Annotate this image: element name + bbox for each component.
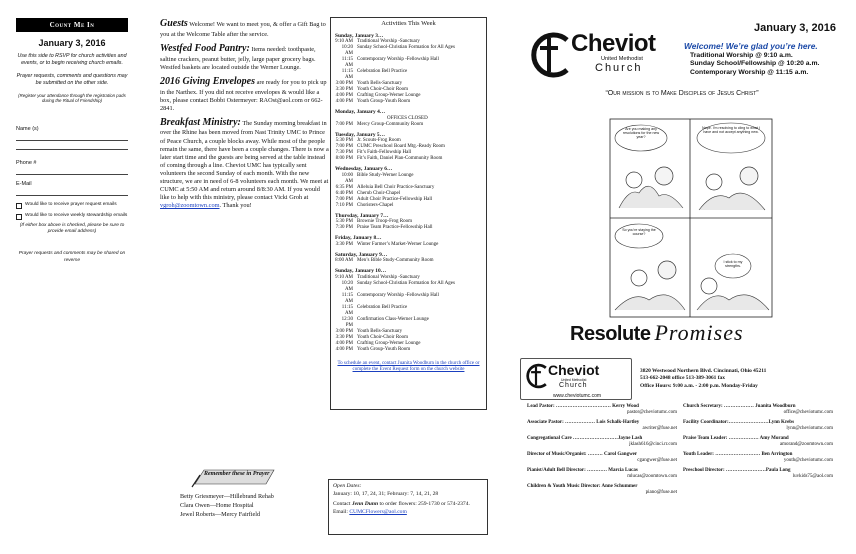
worship-time: Contemporary Worship @ 11:15 a.m. [690,68,809,76]
contact-mid: to order flowers: 259-1730 or 574-2374. Email: [333,501,470,515]
staff-role-name: Lead Pastor: …………………………… Kerry Wood [527,404,639,409]
schedule-event-link[interactable]: To schedule an event, contact Juanita Woodburn in the church office or complete the Event Request form on the church website [337,360,480,372]
activity-time: 10:20 AM [341,280,353,292]
staff-entry [683,420,839,432]
comic-strip [609,118,773,318]
staff-email[interactable]: pastor@cheviotumc.com [626,410,677,415]
activity-day-heading: Wednesday, January 6… [335,166,393,173]
mission-statement: “Our mission is to Make Disciples of Jesus Christ” [605,90,759,97]
activity-name: Celebration Bell Practice [357,304,408,310]
activity-time: 5:30 PM [335,219,353,225]
contact-church-name: Cheviot [548,362,600,378]
activity-time: 4:00 PM [335,346,353,352]
activity-time: 6:40 PM [335,190,353,196]
staff-role-name: Children & Youth Music Director: Anne Schummer [527,484,638,489]
activity-time: 6:35 PM [335,184,353,190]
name-label: Name (s) [16,126,39,132]
email-line[interactable] [16,187,128,196]
pantry-section [160,43,330,72]
address: 3820 Westwood Northern Blvd. Cincinnati, Ohio 45211 [640,368,767,374]
activity-name: Youth Choir-Choir Room [357,87,409,93]
prayer-email-label: Would like to receive prayer request emails [25,202,117,207]
prayer-list-item: Jewel Roberts—Mercy Fairfield [180,510,261,518]
activity-time: 7:00 PM [335,144,353,150]
staff-role-name: Director of Music/Organist: ……… Carol Gangwer [527,452,638,457]
activity-name: OFFICES CLOSED [387,115,428,121]
activity-time: 3:30 PM [335,87,353,93]
staff-directory [527,404,839,500]
prayer-list [180,493,320,520]
contact-name: Jenn Dunn [351,501,379,508]
activity-time: 3:30 PM [335,334,353,340]
staff-entry [683,484,839,496]
sermon-title [570,320,840,350]
contact-header [520,358,842,402]
email-label: E-Mail [16,181,32,187]
checkbox-icon[interactable] [16,214,22,220]
church-name: Cheviot [571,30,656,57]
comic-bubble-3: So you’re staying the course? [622,228,656,237]
staff-entry [527,404,683,416]
register-note: (Register your attendance through the registration pads during the Ritual of Friendship) [18,92,126,104]
staff-role-name: Pianist/Adult Bell Director: ………… Marcia Lucas [527,468,638,473]
activity-name: Youth Group-Youth Room [357,346,411,352]
activity-name: Alleluia Bell Choir Practice-Sanctuary [357,184,435,190]
activity-event [335,156,482,162]
activity-event [335,225,482,231]
staff-entry [683,436,839,448]
activity-time: 4:00 PM [335,340,353,346]
activity-name: Praise Team Practice-Fellowship Hall [357,225,433,231]
activity-day-heading: Sunday, January 10… [335,268,387,275]
worship-time: Traditional Worship @ 9:10 a.m. [690,52,793,59]
stewardship-email-label: Would like to receive weekly stewardship emails [25,213,128,218]
staff-entry [527,420,683,432]
activity-name: Contemporary Worship -Fellowship Hall [357,292,439,298]
contact-church-sub1: United Methodist [561,378,587,382]
activity-time: 7:30 PM [335,225,353,231]
flowers-email-link[interactable]: CUMCFlowers@aol.com [349,508,407,515]
prayer-list-item: Betty Griesmeyer—Hillebrand Rehab [180,493,274,500]
pantry-text: Items needed: toothpaste, saltine crackers, peanut butter, jelly, large paper grocery bags. Westfed baskets are located outside the Werner Lounge. [160,45,316,71]
name-line-1[interactable] [16,132,128,141]
activity-time: 10:20 AM [341,45,353,57]
activity-time: 4:00 PM [335,99,353,105]
cross-flame-icon [527,32,571,78]
activity-time: 11:15 AM [341,304,353,316]
staff-row [527,436,839,448]
giving-heading: 2016 Giving Envelopes [160,75,255,87]
contact-info [640,368,766,390]
activity-time: 5:30 PM [335,138,353,144]
activity-event [335,173,482,185]
activity-name: Confirmation Class-Werner Lounge [357,316,429,322]
activity-time: 9:10 AM [335,274,353,280]
activities-title: Activities This Week [381,20,436,27]
activity-time: 7:00 PM [335,196,353,202]
breakfast-section [160,117,330,210]
activity-day-heading: Monday, January 4… [335,109,386,116]
staff-entry [527,468,683,480]
giving-section [160,76,330,113]
activity-name: Jr. Scouts-Frog Room [357,138,401,144]
activity-time: 11:15 AM [341,292,353,304]
activity-time: 7:10 PM [335,202,353,208]
office-hours: Office Hours: 9:00 a.m. - 2:00 p.m. Monday-Friday [640,382,758,389]
staff-entry [683,452,839,464]
staff-email[interactable]: office@cheviotumc.com [783,410,833,415]
activity-name: Youth Choir-Choir Room [357,334,409,340]
activity-time: 8:00 PM [335,156,353,162]
activity-event [335,99,482,105]
open-dates-list: January: 10, 17, 24, 31; February: 7, 14, 21, 28 [333,490,439,497]
activity-time: 11:15 AM [341,57,353,69]
worship-times [690,52,850,77]
activity-name: Sunday School-Christian Formation for All Ages [357,280,455,286]
activity-event [335,122,482,128]
stewardship-email-check[interactable] [16,213,128,220]
staff-email[interactable]: awriter@fuse.net [642,426,677,431]
church-sub2: Church [595,62,643,74]
church-sub1: United Methodist [601,56,643,62]
shared-note: Prayer requests and comments may be shared on reverse [18,251,126,263]
staff-row [527,420,839,432]
activity-event [335,45,482,57]
activity-time: 7:00 PM [335,121,353,127]
activity-time: 9:10 AM [335,39,353,45]
activity-name: Celebration Bell Practice [357,69,408,75]
staff-entry [527,436,683,448]
activity-name: Contemporary Worship -Fellowship Hall [357,57,439,63]
activity-name: Crafting Group-Werner Lounge [357,340,421,346]
activity-event [335,69,482,81]
staff-row [527,484,839,496]
activity-time: 11:15 AM [341,69,353,81]
activity-event [335,347,482,353]
activity-name: Brownie Troop-Frog Room [357,219,413,225]
activity-day-heading: Saturday, January 9… [335,251,388,258]
activity-name: Men’s Bible Study-Community Room [357,258,434,264]
activity-day-heading: Tuesday, January 5… [335,131,385,138]
activity-name: Youth Bells-Sanctuary [357,328,403,334]
activity-name: Crafting Group-Werner Lounge [357,93,421,99]
activity-time: 7:30 PM [335,150,353,156]
cross-flame-icon [524,363,548,389]
count-me-in-header: Count Me In [16,18,128,32]
comic-bubble-1: Are you making any resolutions for the new year? [622,127,660,140]
activity-name: Mercy Group-Community Room [357,121,424,127]
activity-name: Winter Farmer’s Market-Werner Lounge [357,241,439,247]
staff-email[interactable]: youth@cheviotumc.com [783,458,833,463]
breakfast-text: The Sunday morning breakfast in over the Rhine has been moved from Nast Trinity UMC to Prince of Peace Church, a couple blocks away. While most of the people remain the same, there have been a couple changes. There is now a later start time and the guests are being served at the table instead of coming through a line. Cheviot UMC has typically sent volunteers the second Sunday of each month. With the new structure, we are in need of 6-8 volunteers each month. We meet at CUMC at 5:50 AM and return around 8/8:30 AM. If you would like to help with this ministry, please contact Vicki Groh at [160,119,329,201]
activity-event [335,305,482,317]
church-logo [527,32,687,78]
activity-name: CUMC Preschool Board Mtg.-Ready Room [357,144,445,150]
name-line-2[interactable] [16,141,128,150]
staff-role-name: Congregational Care ………………………Jayne Lash [527,436,643,441]
staff-email[interactable]: jklash616@cinci.rr.com [629,442,677,447]
breakfast-email-link[interactable]: vgroh@zoomtown.com [160,201,220,209]
breakfast-end: . Thank you! [219,201,252,209]
staff-email[interactable]: cgangwer@fuse.net [637,458,677,463]
activity-name: Fit’s Faith, Daniel Plan-Community Room [357,156,443,162]
remember-text: Remember these in Prayer [204,471,270,477]
activity-event [335,203,482,209]
activity-name: Traditional Worship -Sanctuary [357,39,420,45]
activity-event [335,281,482,293]
staff-role-name: Associate Pastor: ……………… Lois Schalk-Hartley [527,420,640,425]
activity-name: Adult Choir Practice-Fellowship Hall [357,196,433,202]
contact-church-sub2: Church [559,382,588,389]
guests-heading: Guests [160,18,188,29]
prayer-list-item: Clara Owen—Home Hospital [180,501,254,509]
staff-entry [683,468,839,480]
breakfast-heading: Breakfast Ministry: [160,116,241,128]
staff-entry [527,452,683,464]
staff-role-name: Youth Leader: ……………………… Ben Arrington [683,452,793,457]
sermon-title-word1: Resolute [570,323,651,345]
activity-name: Traditional Worship -Sanctuary [357,274,420,280]
staff-email[interactable]: amorand@zoomtown.com [779,442,833,447]
activities-box [330,17,487,410]
activity-name: Bible Study-Werner Lounge [357,172,414,178]
pantry-heading: Westfed Food Pantry: [160,42,250,54]
staff-email[interactable]: luvkids75@aol.com [792,474,833,479]
rsvp-date: January 3, 2016 [38,38,106,48]
activity-time: 3:00 PM [335,81,353,87]
staff-email[interactable]: piano@fuse.net [645,490,677,495]
activity-event [335,57,482,69]
activity-time: 8:00 AM [335,258,353,264]
staff-row [527,468,839,480]
phone-label: Phone # [16,160,37,166]
activity-time: 12:30 PM [341,316,353,328]
activity-name: Fit’s Faith-Fellowship Hall [357,150,412,156]
activity-day-heading: Sunday, January 3… [335,32,384,39]
announcements-column [160,18,330,214]
remember-in-prayer-logo [190,466,280,488]
activities-list [335,33,482,353]
staff-email[interactable]: lynn@cheviotumc.com [786,426,833,431]
open-dates-title: Open Dates: [333,483,362,489]
rsvp-intro: Use this side to RSVP for church activities and events, or to begin receiving church emails. [17,53,127,67]
activity-event [335,293,482,305]
staff-entry [527,484,683,496]
worship-time: Sunday School/Fellowship @ 10:20 a.m. [690,60,820,68]
flowers-contact [333,501,483,516]
staff-role-name: Preschool Director: ……………………Paula Long [683,468,791,473]
prayer-note: Prayer requests, comments and questions may be submitted on the other side. [16,73,128,87]
comic-illustration [609,118,773,318]
activity-name: Youth Bells-Sanctuary [357,81,403,87]
comic-bubble-2: Nope. I’m resolving to cling to what I have and not accept anything new. [702,126,760,135]
activity-time: 4:00 PM [335,93,353,99]
guests-text: Welcome! We want to meet you, & offer a Gift Bag to you at the Welcome Table after the service. [160,21,326,38]
bulletin-date: January 3, 2016 [754,22,836,34]
activity-event [335,317,482,329]
activity-day-heading: Thursday, January 7… [335,212,389,219]
staff-email[interactable]: mlucas@zoomtown.com [627,474,677,479]
rsvp-column [16,18,128,264]
giving-text: are ready for you to pick up in the Narthex. If you did not receive envelopes & would like a box, please contact Bobbi Ostermeyer: RAOst@aol.com or 662-2841. [160,78,327,112]
activity-event [335,258,482,264]
activity-time: 3:30 PM [335,241,353,247]
open-dates-box [328,479,488,535]
activity-time: 3:00 PM [335,328,353,334]
activity-name: Choristers-Chapel [357,202,394,208]
staff-entry [683,404,839,416]
phone: 513-662-2048 office 513-389-3061 fax [640,375,725,382]
welcome-text: Welcome! We’re glad you’re here. [684,41,818,51]
activity-time: 10:00 AM [341,172,353,184]
staff-row [527,452,839,464]
guests-section [160,18,330,39]
check-note: (If either box above is checked, please be sure to provide email address) [19,223,125,235]
activity-day-heading: Friday, January 8… [335,235,382,242]
comic-bubble-4: I stick to my strengths. [723,260,743,269]
checkbox-icon[interactable] [16,203,22,209]
activity-event [335,242,482,248]
staff-row [527,404,839,416]
sermon-title-word2: Promises [654,320,744,345]
prayer-email-check[interactable] [16,202,128,209]
contact-pre: Contact [333,501,352,508]
activity-name: Cherub Choir-Chapel [357,190,401,196]
phone-line[interactable] [16,166,128,175]
staff-role-name: Praise Team Leader: ……………… Amy Morand [683,436,789,441]
staff-role-name: Church Secretary: ……………… Juanita Woodburn [683,404,796,409]
activity-name: Sunday School-Christian Formation for All Ages [357,45,455,51]
activity-name: Youth Group-Youth Room [357,99,411,105]
staff-role-name: Facility Coordinator:……………………Lynn Krebs [683,420,795,425]
contact-logo-box [520,358,632,400]
website-link[interactable]: www.cheviotumc.com [552,393,602,399]
